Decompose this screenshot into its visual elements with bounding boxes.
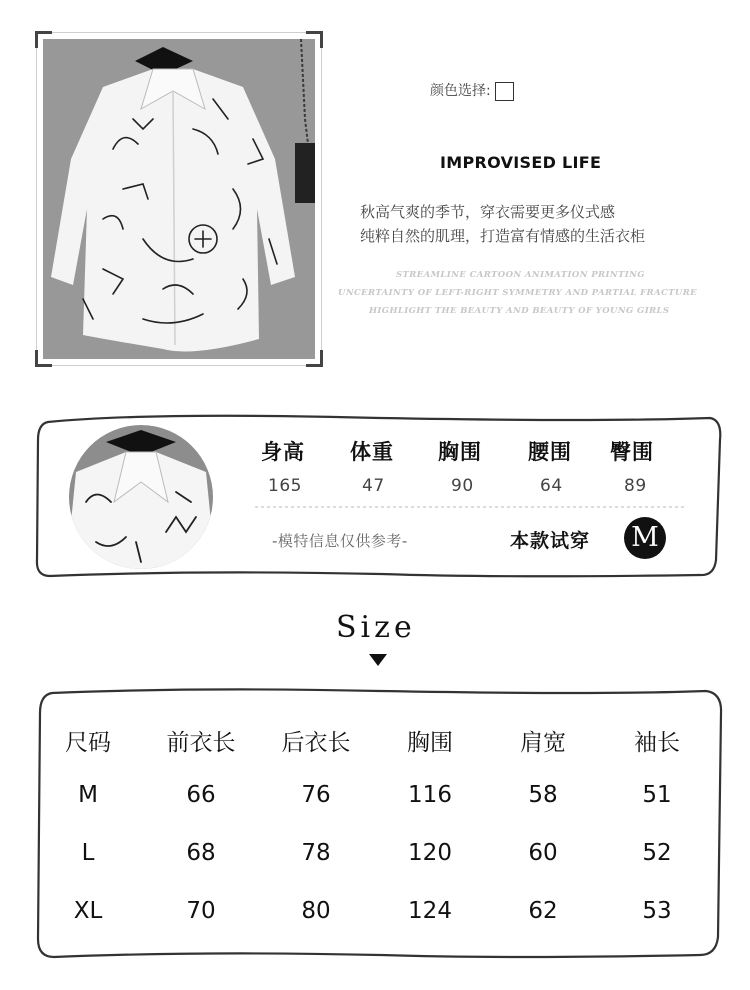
table-cell: M [78,782,98,808]
color-swatch[interactable] [495,82,514,101]
table-cell: 68 [186,840,216,866]
model-header-height: 身高 [261,440,305,464]
corner-marker [306,350,323,367]
table-cell: 120 [408,840,452,866]
table-header: 前衣长 [166,730,236,756]
table-header: 后衣长 [281,730,351,756]
table-cell: 124 [408,898,452,924]
english-tagline: STREAMLINE CARTOON ANIMATION PRINTING [396,270,645,280]
shirt-illustration [43,39,315,359]
table-cell: 66 [186,782,216,808]
model-header-waist: 腰围 [528,440,572,464]
description-line: 纯粹自然的肌理，打造富有情感的生活衣柜 [360,227,646,245]
color-label: 颜色选择: [430,83,491,99]
table-cell: 53 [642,898,672,924]
size-title: Size [336,610,416,645]
table-cell: 78 [301,840,331,866]
english-tagline: UNCERTAINTY OF LEFT-RIGHT SYMMETRY AND PARTIAL FRACTURE [338,288,698,298]
dashed-divider [255,505,685,509]
product-photo [36,32,322,366]
down-arrow-icon [369,654,387,666]
model-value-bust: 90 [451,476,474,496]
table-cell: 51 [642,782,672,808]
model-value-waist: 64 [540,476,563,496]
model-note: -模特信息仅供参考- [272,532,408,550]
model-header-weight: 体重 [350,440,394,464]
shirt-image [43,39,315,359]
model-header-hip: 臀围 [610,440,654,464]
model-value-height: 165 [268,476,302,496]
table-cell: 70 [186,898,216,924]
table-cell: 62 [528,898,558,924]
table-cell: 76 [301,782,331,808]
english-tagline: HIGHLIGHT THE BEAUTY AND BEAUTY OF YOUNG GIRLS [369,306,670,316]
model-value-hip: 89 [624,476,647,496]
table-cell: XL [73,898,103,924]
photo-frame [36,32,322,366]
table-cell: L [81,840,95,866]
detail-photo [66,422,216,572]
corner-marker [35,31,52,48]
table-cell: 58 [528,782,558,808]
model-header-bust: 胸围 [438,440,482,464]
table-cell: 80 [301,898,331,924]
table-header: 肩宽 [520,730,566,756]
corner-marker [306,31,323,48]
table-cell: 52 [642,840,672,866]
table-header: 袖长 [634,730,680,756]
model-value-weight: 47 [362,476,385,496]
color-selector [430,80,514,101]
corner-marker [35,350,52,367]
trial-size-badge: M [624,517,666,559]
headline: IMPROVISED LIFE [440,153,602,172]
trial-label: 本款试穿 [510,530,591,552]
table-header: 尺码 [65,730,111,756]
table-cell: 116 [408,782,452,808]
table-header: 胸围 [407,730,453,756]
table-cell: 60 [528,840,558,866]
description-line: 秋高气爽的季节，穿衣需要更多仪式感 [360,203,616,221]
